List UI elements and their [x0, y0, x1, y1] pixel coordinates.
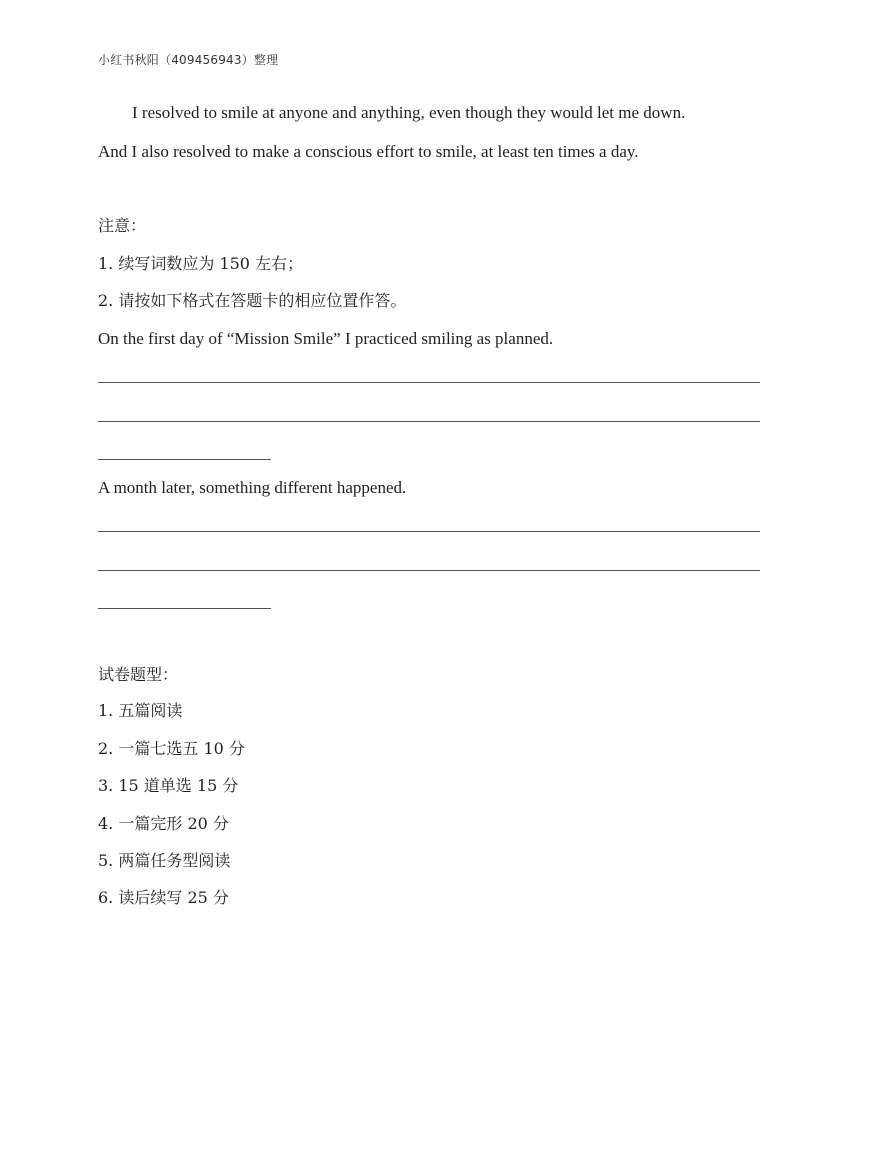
answer-line	[98, 382, 760, 383]
exam-type-item: 3. 15 道单选 15 分	[98, 776, 239, 795]
answer-line	[98, 459, 271, 460]
notes-item-2: 2. 请按如下格式在答题卡的相应位置作答。	[98, 291, 407, 310]
notes-title: 注意：	[98, 216, 147, 235]
answer-line	[98, 531, 760, 532]
exam-type-item: 6. 读后续写 25 分	[98, 888, 229, 907]
passage-line-2: And I also resolved to make a conscious effort to smile, at least ten times a day.	[98, 142, 639, 161]
exam-type-item: 2. 一篇七选五 10 分	[98, 739, 245, 758]
paragraph-2-prompt: A month later, something different happened.	[98, 478, 407, 497]
answer-line	[98, 608, 271, 609]
notes-item-1: 1. 续写词数应为 150 左右；	[98, 254, 304, 273]
exam-type-item: 5. 两篇任务型阅读	[98, 851, 231, 870]
paragraph-1-prompt: On the first day of “Mission Smile” I practiced smiling as planned.	[98, 329, 554, 348]
passage-line-1: I resolved to smile at anyone and anything, even though they would let me down.	[132, 103, 686, 122]
exam-type-item: 1. 五篇阅读	[98, 701, 183, 720]
exam-types-title: 试卷题型：	[98, 665, 179, 684]
page-header: 小红书秋阳（409456943）整理	[98, 53, 279, 67]
answer-line	[98, 421, 760, 422]
answer-line	[98, 570, 760, 571]
exam-type-item: 4. 一篇完形 20 分	[98, 814, 229, 833]
